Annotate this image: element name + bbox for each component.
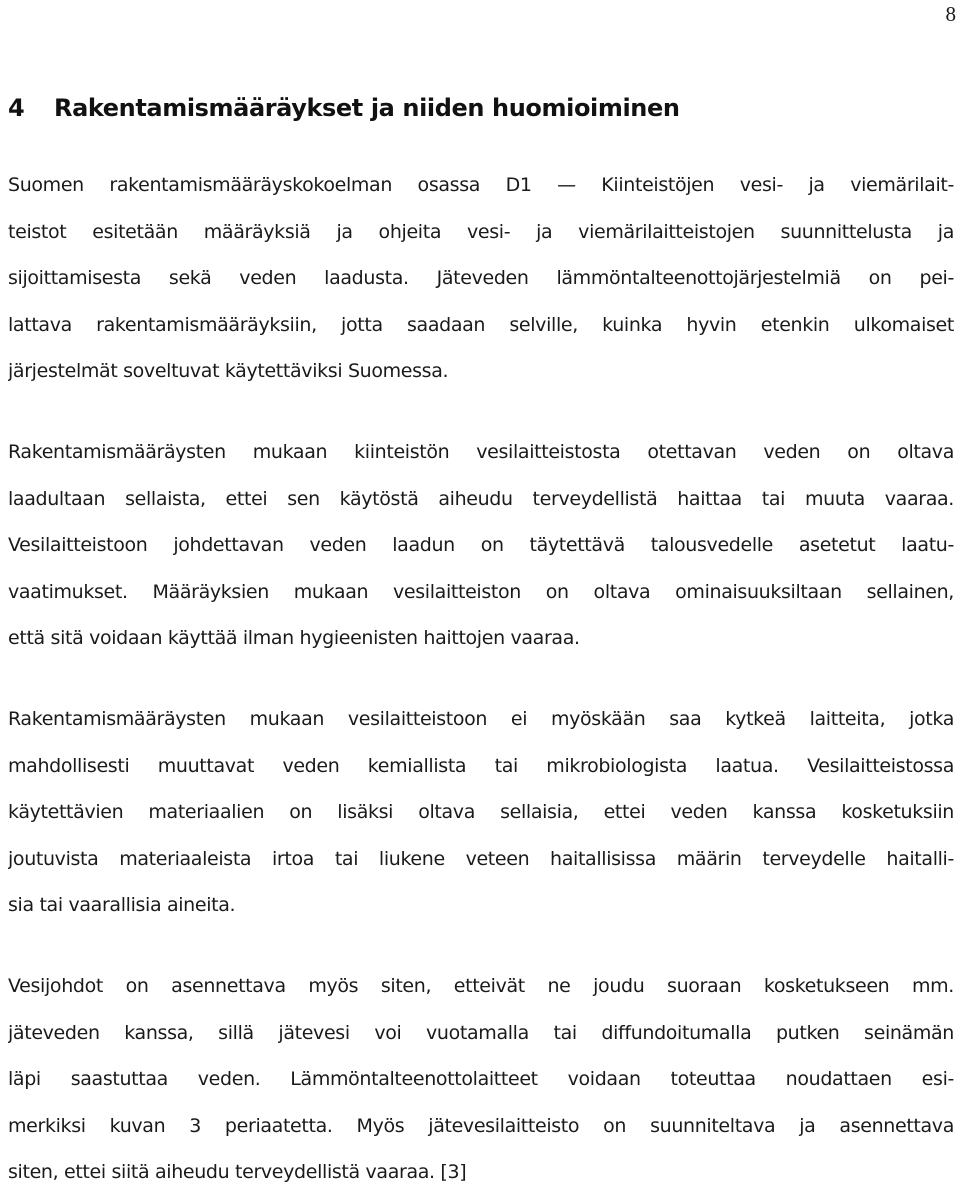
paragraph-line: läpi saastuttaa veden. Lämmöntalteenottolaitteet voidaan toteuttaa noudattaen esi- [8,1068,954,1090]
paragraph-line: merkiksi kuvan 3 periaatetta. Myös jätevesilaitteisto on suunniteltava ja asennettava [8,1114,954,1137]
paragraph-line: joutuvista materiaaleista irtoa tai liukene veteen haitallisissa määrin terveydelle haitalli- [8,847,954,870]
paragraph-line: mahdollisesti muuttavat veden kemiallista tai mikrobiologista laatua. Vesilaitteistossa [8,754,954,777]
paragraph-line: Vesilaitteistoon johdettavan veden laadun on täytettävä talousvedelle asetetut laatu- [8,534,954,556]
paragraph-2 [8,429,954,662]
paragraph-line: teistot esitetään määräyksiä ja ohjeita vesi- ja viemärilaitteistojen suunnittelusta ja [8,220,954,243]
section-number: 4 [8,94,25,122]
paragraph-line: käytettävien materiaalien on lisäksi oltava sellaisia, ettei veden kanssa kosketuksiin [8,801,954,823]
paragraph-line: Suomen rakentamismääräyskokoelman osassa D1 — Kiinteistöjen vesi- ja viemärilait- [8,174,954,196]
paragraph-line: siten, ettei siitä aiheudu terveydellistä vaaraa. [3] [8,1161,467,1183]
paragraph-line: järjestelmät soveltuvat käytettäviksi Suomessa. [8,360,449,382]
page-number: 8 [945,2,956,26]
paragraph-3 [8,696,954,929]
paragraph-line: vaatimukset. Määräyksien mukaan vesilaitteiston on oltava ominaisuuksiltaan sellainen, [8,580,954,603]
paragraph-line: jäteveden kanssa, sillä jätevesi voi vuotamalla tai diffundoitumalla putken seinämän [8,1021,954,1044]
paragraph-4 [8,963,954,1196]
paragraph-line: Vesijohdot on asennettava myös siten, etteivät ne joudu suoraan kosketukseen mm. [8,975,954,997]
paragraph-line: että sitä voidaan käyttää ilman hygieenisten haittojen vaaraa. [8,627,580,649]
paragraph-line: sia tai vaarallisia aineita. [8,894,236,916]
paragraph-line: Rakentamismääräysten mukaan kiinteistön vesilaitteistosta otettavan veden on oltava [8,441,954,463]
paragraph-line: lattava rakentamismääräyksiin, jotta saadaan selville, kuinka hyvin etenkin ulkomaiset [8,313,954,336]
section-title: Rakentamismääräykset ja niiden huomioiminen [54,94,680,122]
paragraph-line: laadultaan sellaista, ettei sen käytöstä aiheudu terveydellistä haittaa tai muuta vaaraa. [8,487,954,510]
paragraph-line: Rakentamismääräysten mukaan vesilaitteistoon ei myöskään saa kytkeä laitteita, jotka [8,708,954,730]
section-heading [8,88,680,128]
paragraph-line: sijoittamisesta sekä veden laadusta. Jäteveden lämmöntalteenottojärjestelmiä on pei- [8,267,954,289]
paragraph-1 [8,162,954,395]
